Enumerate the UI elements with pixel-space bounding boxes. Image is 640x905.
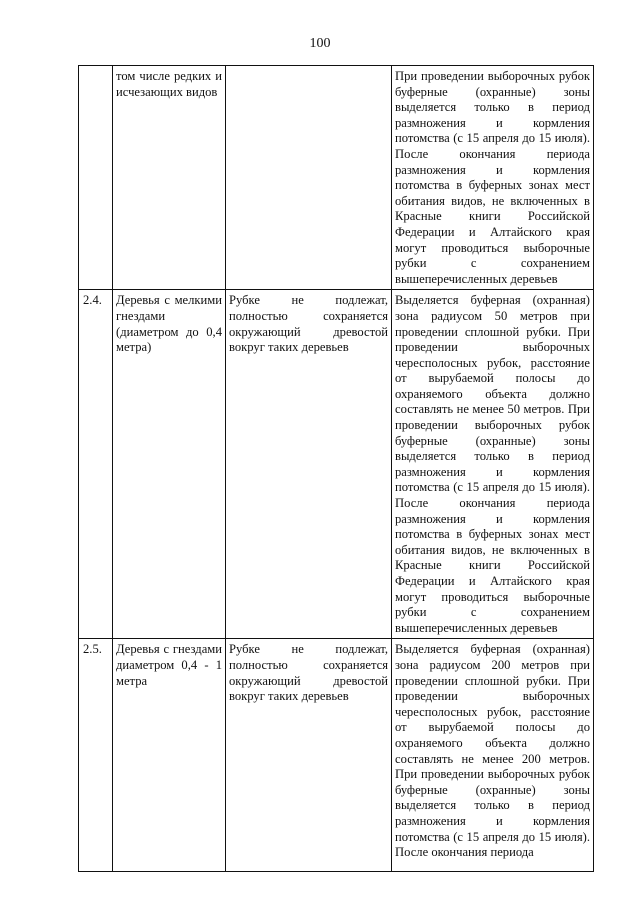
row-number-cell (79, 66, 113, 290)
table-row (79, 66, 594, 290)
logging-rule-cell (226, 66, 392, 290)
page-number: 100 (309, 36, 331, 51)
logging-rule-cell: Рубке не подлежат, полностью сохраняется окружающий древостой вокруг таких деревьев (226, 639, 392, 872)
buffer-zone-rule-cell: Выделяется буферная (охранная) зона радиусом 50 метров при проведении сплошной рубки. При проведении выборочных чересполосных рубок, расстояние от вырубаемой полосы до охраняемого объекта должно составлять не менее 50 метров. При проведении выборочных рубок буферные (охранные) зоны выделяется только в период размножения и кормления потомства (с 15 апреля до 15 июля). После окончания периода размножения и кормления потомства в буферных зонах мест обитания видов, не включенных в Красные книги Российской Федерации и Алтайского края могут проводиться выборочные рубки с сохранением вышеперечисленных деревьев (392, 290, 594, 639)
table-row (79, 290, 594, 639)
row-number-cell: 2.5. (79, 639, 113, 872)
row-number-cell: 2.4. (79, 290, 113, 639)
table-row (79, 639, 594, 872)
buffer-zone-rule-cell: При проведении выборочных рубок буферные (охранные) зоны выделяется только в период размножения и кормления потомства (с 15 апреля до 15 июля). После окончания периода размножения и кормления потомства в буферных зонах мест обитания видов, не включенных в Красные книги Российской Федерации и Алтайского края могут проводиться выборочные рубки с сохранением вышеперечисленных деревьев (392, 66, 594, 290)
protected-object-cell: том числе редких и исчезающих видов (113, 66, 226, 290)
logging-rule-cell: Рубке не подлежат, полностью сохраняется окружающий древостой вокруг таких деревьев (226, 290, 392, 639)
regulation-table (78, 65, 594, 872)
protected-object-cell: Деревья с гнездами диаметром 0,4 - 1 метра (113, 639, 226, 872)
buffer-zone-rule-cell: Выделяется буферная (охранная) зона радиусом 200 метров при проведении сплошной рубки. При проведении выборочных чересполосных рубок, расстояние от вырубаемой полосы до охраняемого объекта должно составлять не менее 200 метров. При проведении выборочных рубок буферные (охранные) зоны выделяется только в период размножения и кормления потомства (с 15 апреля до 15 июля). После окончания периода (392, 639, 594, 872)
protected-object-cell: Деревья с мелкими гнездами (диаметром до 0,4 метра) (113, 290, 226, 639)
